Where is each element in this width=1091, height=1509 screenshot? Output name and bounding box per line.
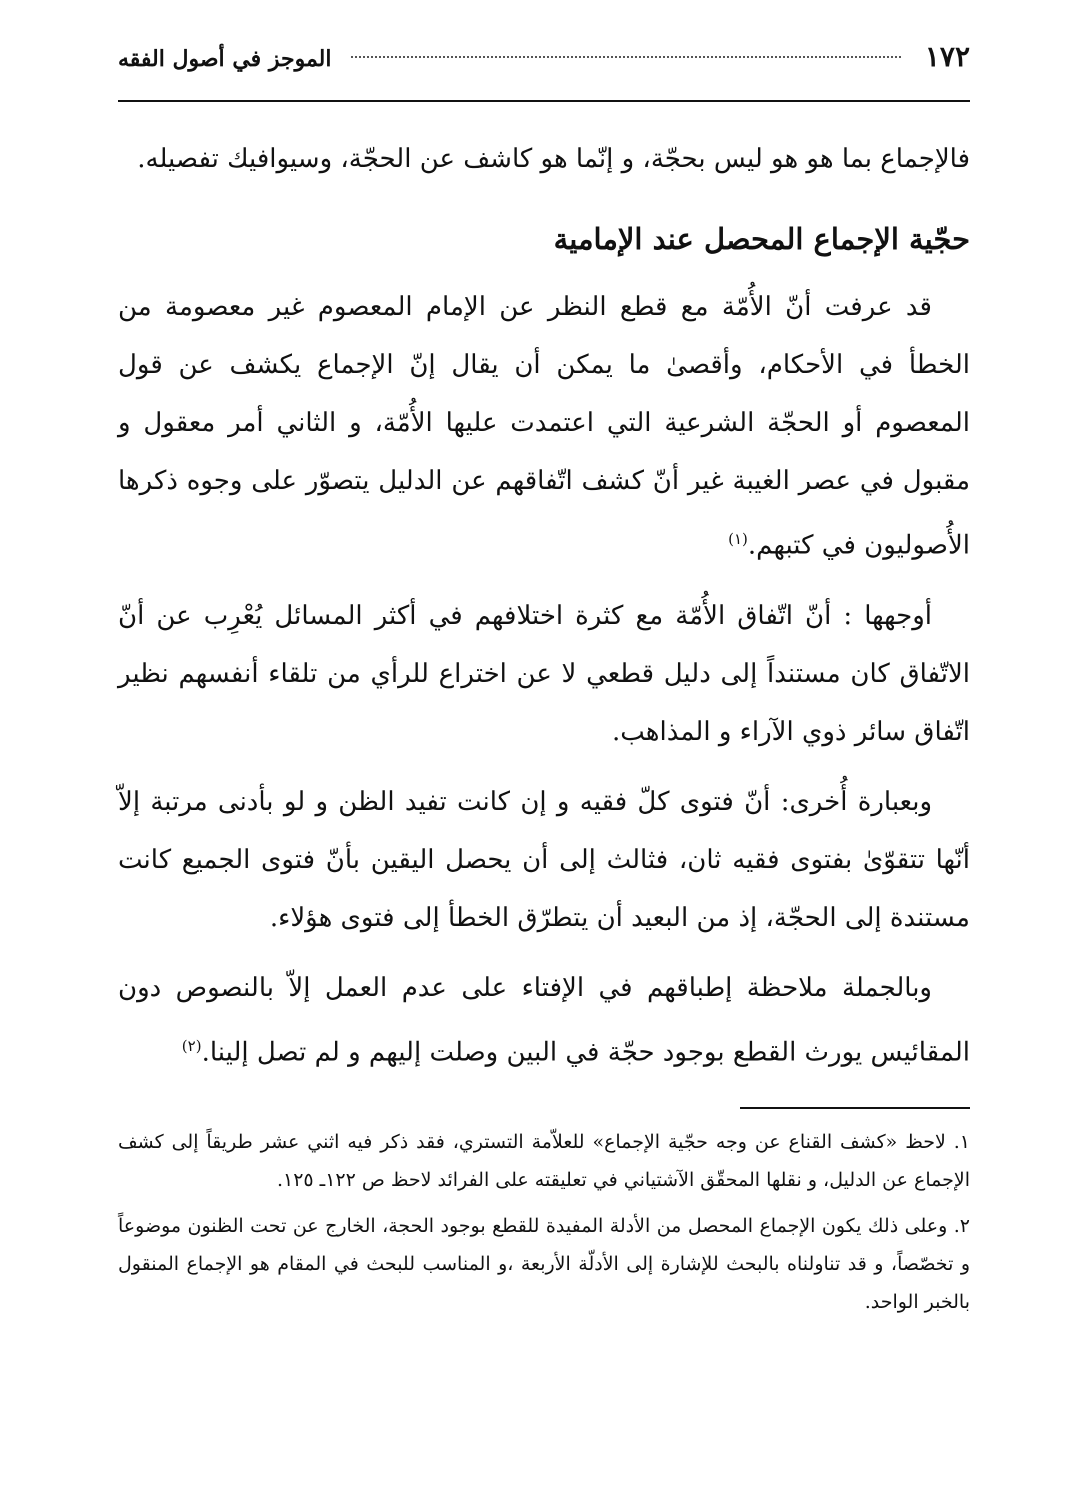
running-title: الموجز في أصول الفقه [118, 46, 332, 72]
footnote-ref-1: (١) [728, 530, 748, 548]
paragraph-1-text: قد عرفت أنّ الأُمّة مع قطع النظر عن الإمام المعصوم غير معصومة من الخطأ في الأحكام، وأقصىٰ ما يمكن أن يقال إنّ الإجماع يكشف عن قول المعصوم أو الحجّة الشرعية التي اعتمدت عليها الأُمّة، و الثاني أمر معقول و مقبول في عصر الغيبة غير أنّ كشف اتّفاقهم عن الدليل يتصوّر على وجوه ذكرها الأُصوليون في كتبهم. [118, 292, 970, 561]
footnote-ref-2: (٢) [181, 1036, 202, 1055]
page-number: ١٧٢ [924, 40, 970, 73]
footnotes [118, 1123, 970, 1321]
footnote-2: ٢. وعلى ذلك يكون الإجماع المحصل من الأدلة المفيدة للقطع بوجود الحجة، الخارج عن تحت الظنون موضوعاً و تخصّصاً، و قد تناولناه بالبحث للإشارة إلى الأدلّة الأربعة ،و المناسب للبحث في المقام هو الإجماع المنقول بالخبر الواحد. [118, 1215, 970, 1314]
footnote-1: ١. لاحظ «كشف القناع عن وجه حجّية الإجماع» للعلاّمة التستري، فقد ذكر فيه اثني عشر طريقاً إلى كشف الإجماع عن الدليل، و نقلها المحقّق الآشتياني في تعليقته على الفرائد لاحظ ص ١٢٢ـ ١٢٥. [118, 1131, 970, 1192]
section-heading: حجّية الإجماع المحصل عند الإمامية [553, 222, 970, 256]
intro-paragraph: فالإجماع بما هو هو ليس بحجّة، و إنّما هو كاشف عن الحجّة، وسيوافيك تفصيله. [137, 144, 970, 174]
book-page [118, 40, 970, 1329]
paragraph-1 [118, 278, 970, 575]
paragraph-2: أوجهها : أنّ اتّفاق الأُمّة مع كثرة اختلافهم في أكثر المسائل يُعْرِب عن أنّ الاتّفاق كان مستنداً إلى دليل قطعي لا عن اختراع للرأي من تلقاء أنفسهم نظير اتّفاق سائر ذوي الآراء و المذاهب. [118, 600, 970, 747]
main-text [118, 130, 970, 1081]
paragraph-3: وبعبارة أُخرى: أنّ فتوى كلّ فقيه و إن كانت تفيد الظن و لو بأدنى مرتبة إلاّ أنّها تتقوّىٰ بفتوى فقيه ثان، فثالث إلى أن يحصل اليقين بأنّ فتوى الجميع كانت مستندة إلى الحجّة، إذ من البعيد أن يتطرّق الخطأ إلى فتوى هؤلاء. [118, 786, 970, 933]
header-dot-leader [351, 56, 900, 58]
page-header [118, 40, 970, 102]
paragraph-4 [118, 959, 970, 1082]
footnote-separator [740, 1107, 970, 1109]
paragraph-4-text: وبالجملة ملاحظة إطباقهم في الإفتاء على عدم العمل إلاّ بالنصوص دون المقائيس يورث القطع بوجود حجّة في البين وصلت إليهم و لم تصل إلينا. [118, 972, 970, 1068]
